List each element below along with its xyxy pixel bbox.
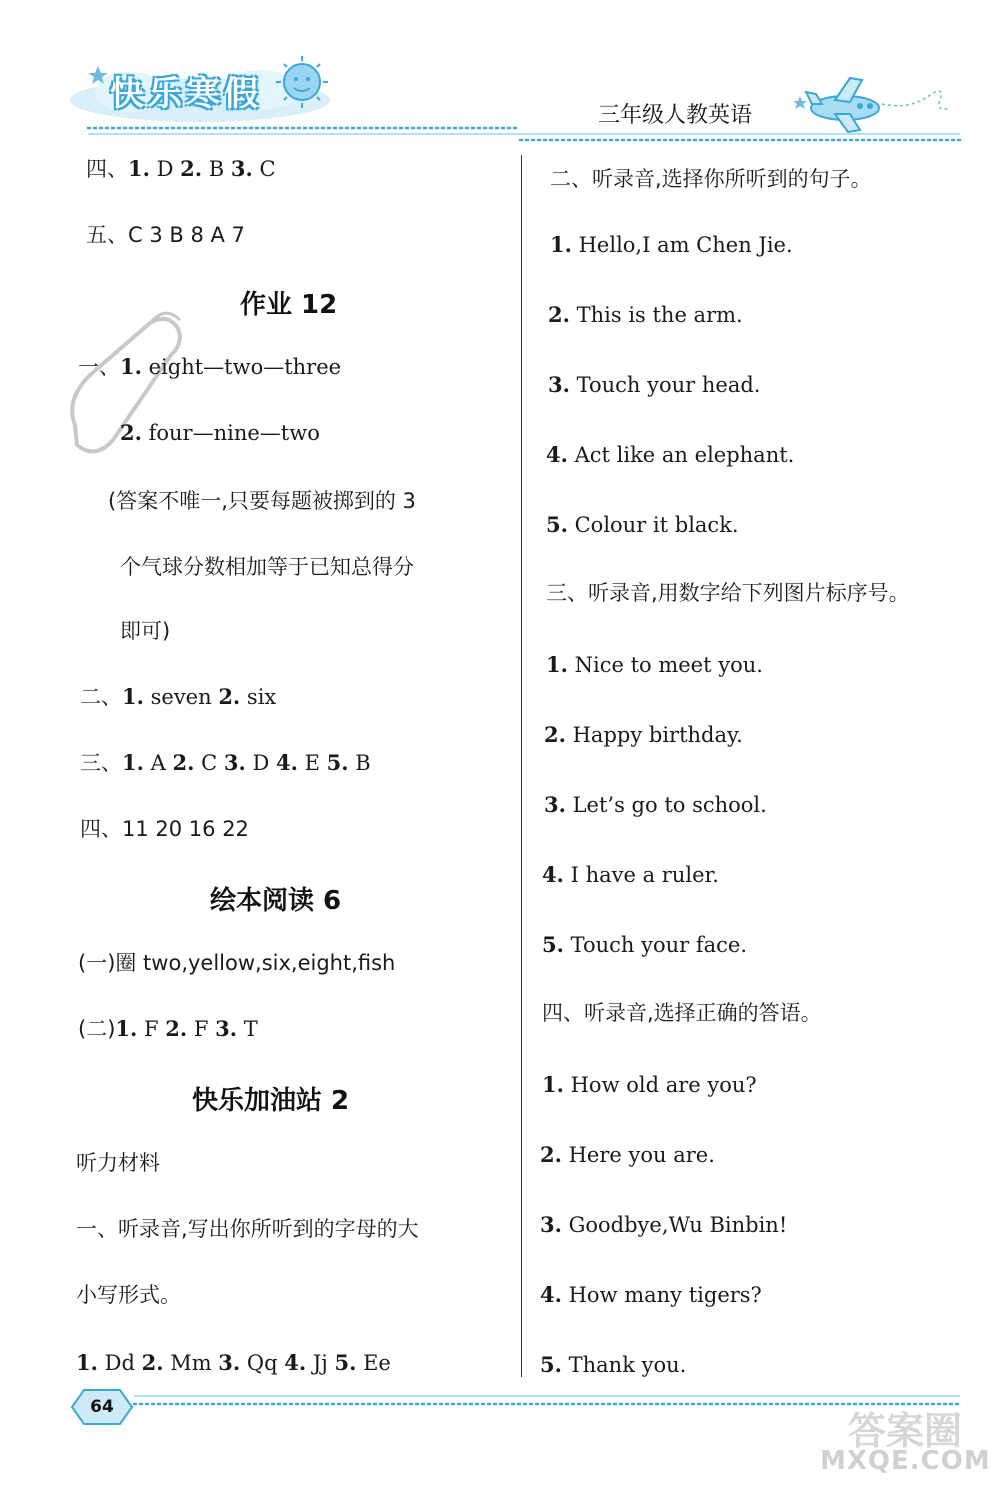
- answer-line-4: 四、1. D 2. B 3. C: [86, 156, 276, 181]
- sentence-4-3: 3. Goodbye,Wu Binbin!: [540, 1212, 788, 1237]
- listening-material-label: 听力材料: [76, 1151, 160, 1175]
- reading-answer-1: (一)圈 two,yellow,six,eight,fish: [78, 951, 396, 975]
- answer-line-1-1: 一、1. eight—two—three: [78, 354, 342, 379]
- column-divider: [521, 155, 522, 1377]
- sentence-3-4: 4. I have a ruler.: [542, 862, 719, 887]
- stamp-mark: [55, 305, 195, 475]
- page-number-badge: [70, 1388, 134, 1426]
- sentence-2-2: 2. This is the arm.: [548, 302, 743, 327]
- page-header: [0, 0, 1000, 150]
- section-heading-2: 二、听录音,选择你所听到的句子。: [550, 167, 872, 191]
- answer-line-3: 三、1. A 2. C 3. D 4. E 5. B: [80, 750, 371, 775]
- page-number: 64: [90, 1397, 114, 1417]
- sentence-4-5: 5. Thank you.: [540, 1352, 687, 1377]
- airplane-icon: [806, 78, 950, 132]
- sentence-3-2: 2. Happy birthday.: [544, 722, 743, 747]
- answer-line-2: 二、1. seven 2. six: [80, 684, 277, 709]
- section-title-happy-station-2: 快乐加油站 2: [192, 1086, 350, 1116]
- note-line-2: 个气球分数相加等于已知总得分: [120, 555, 414, 579]
- section-title-picture-reading-6: 绘本阅读 6: [210, 886, 342, 916]
- listening-instruction-1b: 小写形式。: [76, 1283, 181, 1307]
- answer-line-4b: 四、11 20 16 22: [80, 817, 249, 841]
- answer-line-1-2: 2. four—nine—two: [120, 420, 320, 445]
- note-line-3: 即可): [120, 619, 171, 643]
- sentence-3-3: 3. Let’s go to school.: [544, 792, 767, 817]
- listening-instruction-1a: 一、听录音,写出你所听到的字母的大: [76, 1217, 419, 1241]
- subject-label: 三年级人教英语: [598, 103, 753, 128]
- sentence-2-5: 5. Colour it black.: [546, 512, 739, 537]
- sentence-3-1: 1. Nice to meet you.: [546, 652, 763, 677]
- sentence-3-5: 5. Touch your face.: [542, 932, 748, 957]
- logo-title: 快乐寒假: [110, 74, 262, 114]
- sentence-4-4: 4. How many tigers?: [540, 1282, 762, 1307]
- watermark: [820, 1398, 990, 1486]
- sentence-4-1: 1. How old are you?: [542, 1072, 757, 1097]
- section-heading-4: 四、听录音,选择正确的答语。: [542, 1001, 822, 1025]
- watermark-url: MXQE.COM: [820, 1446, 991, 1476]
- answer-line-5: 五、C 3 B 8 A 7: [86, 223, 245, 247]
- sentence-2-3: 3. Touch your head.: [548, 372, 761, 397]
- sentence-4-2: 2. Here you are.: [540, 1142, 715, 1167]
- note-line-1: (答案不唯一,只要每题被掷到的 3: [108, 489, 416, 513]
- sentence-2-1: 1. Hello,I am Chen Jie.: [550, 232, 793, 257]
- section-heading-3: 三、听录音,用数字给下列图片标序号。: [546, 581, 910, 605]
- reading-answer-2: (二)1. F 2. F 3. T: [78, 1016, 258, 1041]
- letter-answers: 1. Dd 2. Mm 3. Qq 4. Jj 5. Ee: [76, 1350, 391, 1375]
- section-title-homework-12: 作业 12: [240, 290, 338, 320]
- sentence-2-4: 4. Act like an elephant.: [546, 442, 795, 467]
- watermark-logo: 答案圈: [847, 1409, 962, 1453]
